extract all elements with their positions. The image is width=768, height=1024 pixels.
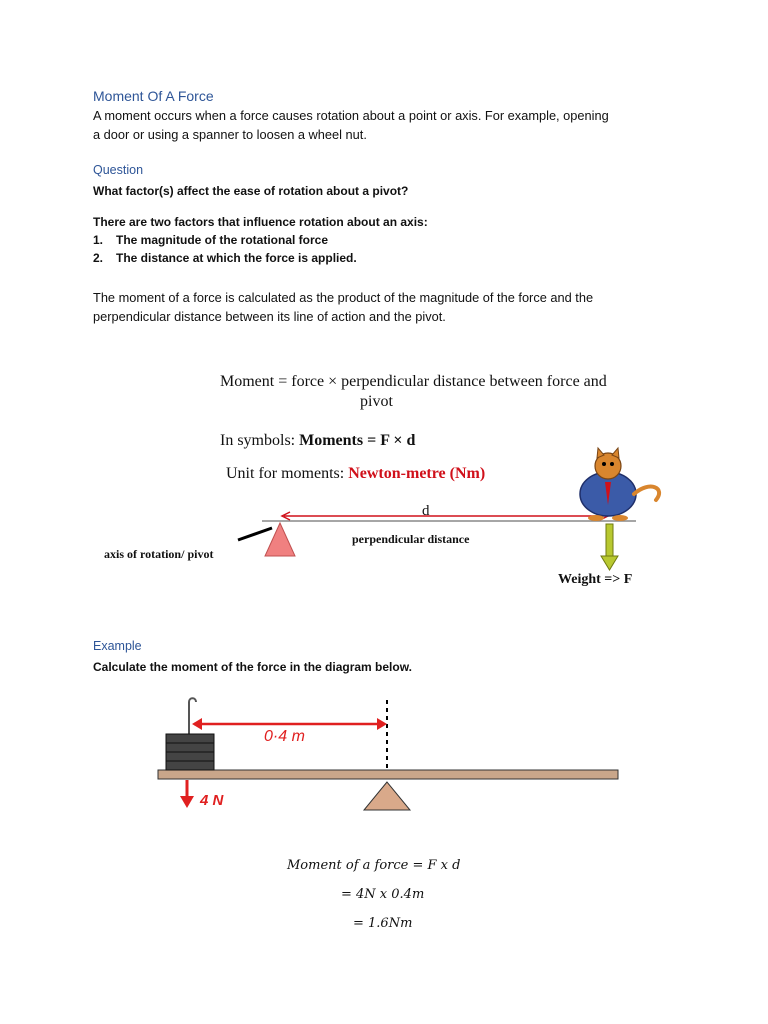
weight-arrow-head: [601, 556, 618, 570]
cat-weight-icon: [580, 448, 659, 521]
force-label: 4 N: [200, 792, 224, 809]
example-question: Calculate the moment of the force in the diagram below.: [93, 660, 412, 674]
force-arrow-head: [180, 796, 194, 808]
list-text: The distance at which the force is applied.: [116, 251, 357, 265]
distance-label: 0·4 m: [264, 728, 305, 745]
hanging-weight-icon: [166, 698, 214, 770]
intro-line-2: a door or using a spanner to loosen a wheel nut.: [93, 127, 367, 142]
pivot-label: axis of rotation/ pivot: [104, 547, 214, 561]
factors-intro: There are two factors that influence rotation about an axis:: [93, 215, 428, 229]
list-text: The magnitude of the rotational force: [116, 233, 329, 247]
perpendicular-distance-label: perpendicular distance: [352, 532, 470, 546]
unit-prefix: Unit for moments:: [226, 465, 349, 482]
pivot-triangle: [364, 782, 410, 810]
d-label: d: [422, 503, 430, 519]
formula-line-2: pivot: [360, 393, 393, 410]
example-heading: Example: [93, 639, 142, 653]
solution-line-1: Moment of a force = F x d: [287, 858, 461, 873]
question-text: What factor(s) affect the ease of rotation about a pivot?: [93, 184, 409, 198]
arrow-head-right: [377, 718, 387, 730]
example-lever-figure: [0, 690, 768, 820]
question-heading: Question: [93, 163, 144, 177]
unit-line: [226, 465, 485, 482]
page-title: Moment Of A Force: [93, 88, 214, 104]
symbols-line: [220, 432, 416, 449]
definition-line-2: perpendicular distance between its line of action and the pivot.: [93, 309, 446, 324]
lever-beam: [158, 770, 618, 779]
solution-line-2: = 4N x 0.4m: [341, 887, 425, 902]
symbols-prefix: In symbols:: [220, 432, 300, 449]
intro-line-1: A moment occurs when a force causes rotation about a point or axis. For example, opening: [93, 108, 609, 123]
solution-line-3: = 1.6Nm: [353, 916, 413, 931]
weight-label: Weight => F: [558, 572, 633, 587]
formula-line-1: Moment = force × perpendicular distance between force and: [220, 373, 607, 390]
definition-line-1: The moment of a force is calculated as the product of the magnitude of the force and the: [93, 290, 594, 305]
symbols-formula: Moments = F × d: [299, 432, 416, 449]
weight-arrow-shaft: [606, 524, 613, 558]
list-number: 2.: [93, 251, 104, 265]
list-number: 1.: [93, 233, 104, 247]
pointer-line: [238, 528, 272, 540]
unit-value: Newton-metre (Nm): [348, 465, 486, 482]
arrow-head-left: [192, 718, 202, 730]
